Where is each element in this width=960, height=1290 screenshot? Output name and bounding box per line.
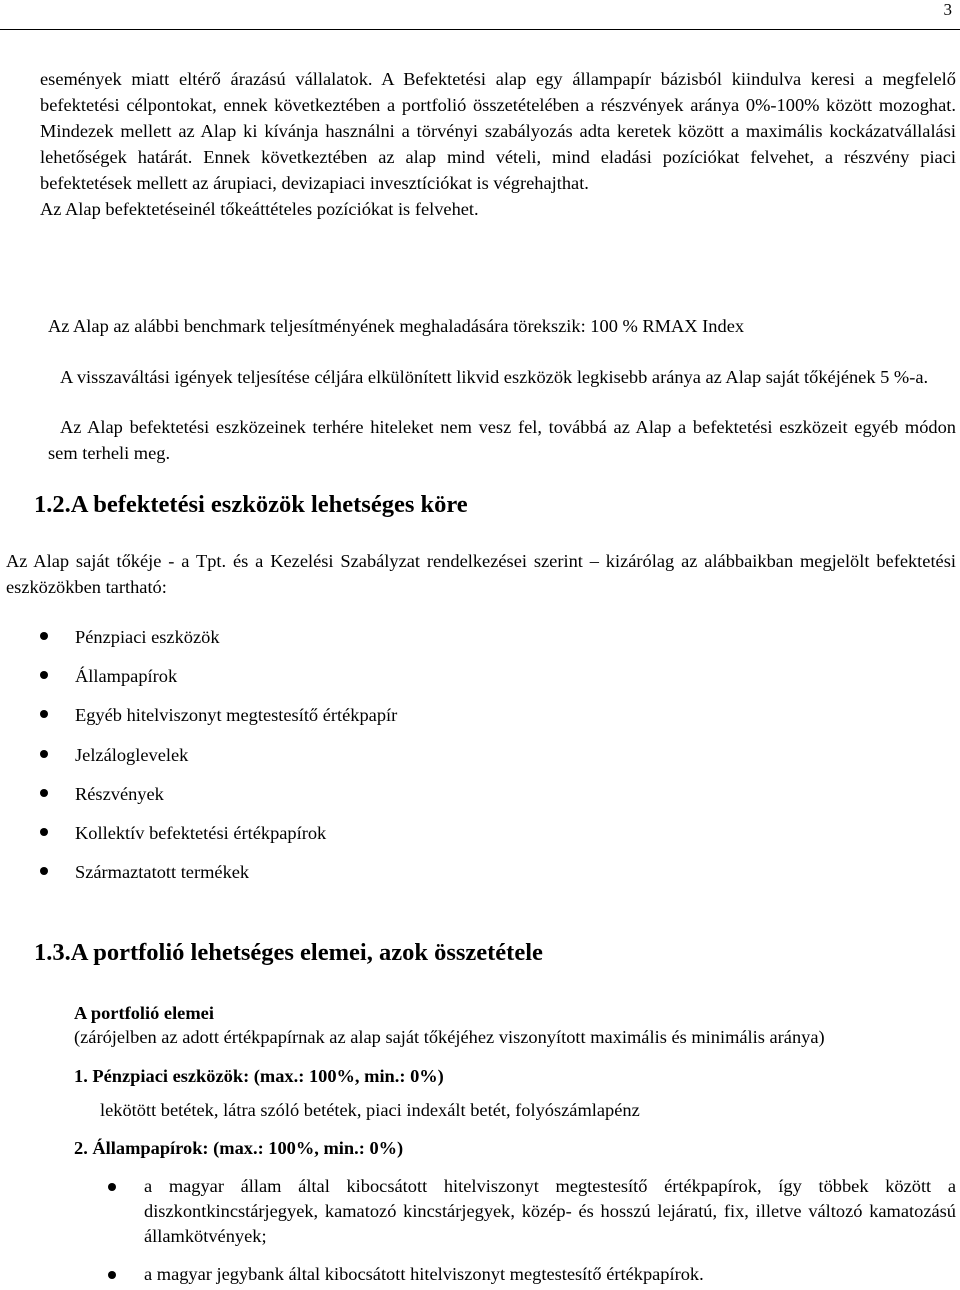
money-market-text: lekötött betétek, látra szóló betétek, piaci indexált betét, folyószámlapénz (100, 1100, 640, 1120)
section-heading-1-2 (34, 490, 468, 520)
section-title: A befektetési eszközök lehetséges köre (70, 491, 468, 518)
liquidity-paragraph: A visszaváltási igények teljesítése céljára elkülönített likvid eszközök legkisebb aránya az Alap saját tőkéjének 5 %-a. (60, 367, 929, 387)
intro-paragraph (40, 66, 956, 222)
leverage-text: Az Alap befektetéseinél tőkeáttételes pozíciókat is felvehet. (40, 199, 479, 219)
section-heading-1-3 (34, 938, 543, 968)
list-item: a magyar jegybank által kibocsátott hitelviszonyt megtestesítő értékpapírok. (108, 1262, 956, 1287)
instrument-list (40, 624, 397, 898)
bullet-icon (40, 671, 48, 679)
benchmark-paragraph: Az Alap az alábbi benchmark teljesítményének meghaladására törekszik: 100 % RMAX Index (48, 316, 745, 336)
list-item: Állampapírok (40, 663, 397, 702)
list-item: Egyéb hitelviszonyt megtestesítő értékpapír (40, 702, 397, 741)
bullet-icon (40, 710, 48, 718)
bullet-icon (40, 867, 48, 875)
section-number: 1.3. (34, 939, 71, 966)
page-number: 3 (943, 0, 952, 19)
government-bonds-heading: 2. Állampapírok: (max.: 100%, min.: 0%) (74, 1138, 404, 1158)
government-bonds-list (108, 1174, 956, 1287)
list-item: a magyar állam által kibocsátott hitelviszonyt megtestesítő értékpapírok, így többek között a diszkontkincstárjegyek, kamatozó kincstárjegyek, közép- és hosszú lejáratú, fix, illetve változó kamatozású államkötvények; (108, 1174, 956, 1249)
credit-paragraph: Az Alap befektetési eszközeinek terhére hiteleket nem vesz fel, továbbá az Alap a befektetési eszközeit egyéb módon sem terheli meg. (48, 417, 956, 463)
bullet-icon (108, 1271, 116, 1279)
section-title: A portfolió lehetséges elemei, azok összetétele (70, 939, 543, 966)
portfolio-elements-title: A portfolió elemei (74, 1003, 214, 1023)
list-item: Pénzpiaci eszközök (40, 624, 397, 663)
list-item: Kollektív befektetési értékpapírok (40, 820, 397, 859)
list-item: Részvények (40, 781, 397, 820)
bullet-icon (40, 632, 48, 640)
bullet-icon (40, 789, 48, 797)
portfolio-elements-note: (zárójelben az adott értékpapírnak az alap saját tőkéjéhez viszonyított maximális és minimális aránya) (74, 1027, 825, 1047)
bullet-icon (40, 750, 48, 758)
bullet-icon (40, 828, 48, 836)
section-number: 1.2. (34, 491, 71, 518)
section-1-2-text: Az Alap saját tőkéje - a Tpt. és a Kezelési Szabályzat rendelkezései szerint – kizárólag az alábbaikban megjelölt befektetési eszközökben tartható: (6, 551, 956, 597)
list-item: Jelzáloglevelek (40, 742, 397, 781)
money-market-heading: 1. Pénzpiaci eszközök: (max.: 100%, min.: 0%) (74, 1066, 444, 1086)
list-item: Származtatott termékek (40, 859, 397, 898)
header-rule (0, 29, 960, 30)
intro-text: események miatt eltérő árazású vállalatok. A Befektetési alap egy állampapír bázisból kiindulva keresi a megfelelő befektetési célpontokat, ennek következtében a portfolió összetételében a részvények aránya 0%-100% között mozoghat. Mindezek mellett az Alap ki kívánja használni a törvényi szabályozás adta keretek között a maximális kockázatvállalási lehetőségek határát. Ennek következtében az alap mind vételi, mind eladási pozíciókat felvehet, a részvény piaci befektetések mellett az árupiaci, devizapiaci invesztíciókat is végrehajthat. (40, 69, 956, 193)
bullet-icon (108, 1183, 116, 1191)
